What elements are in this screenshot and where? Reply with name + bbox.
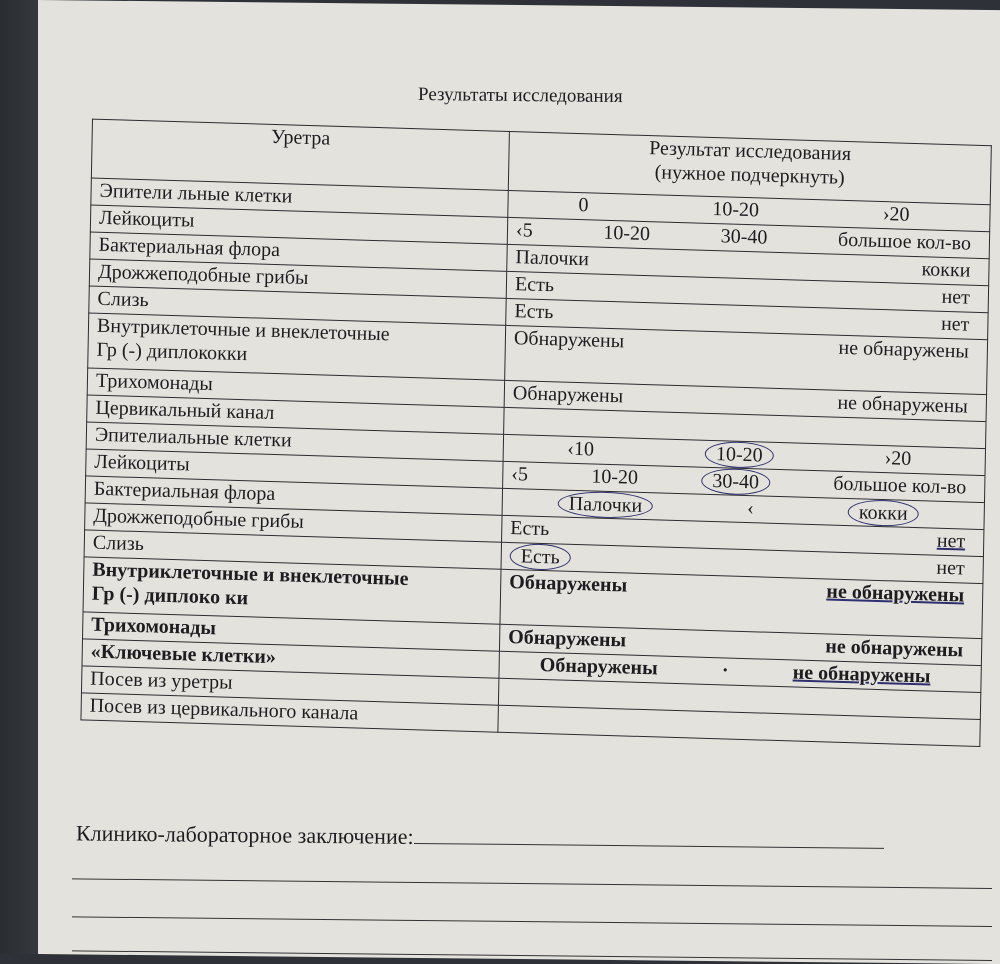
option: нет bbox=[940, 312, 970, 336]
row-label-text: Эпителиальные клетки bbox=[94, 423, 292, 452]
option: большое кол-во bbox=[833, 472, 967, 499]
option: нет bbox=[936, 556, 965, 580]
row-label: Посев из цервикального канала bbox=[81, 693, 498, 732]
option: ‹5 bbox=[515, 219, 533, 242]
option: не обнаружены bbox=[837, 391, 969, 418]
option: · bbox=[721, 659, 729, 682]
row-label: Посев из уретры bbox=[81, 666, 498, 705]
row-label-text: Внутриклеточные и внеклеточные bbox=[92, 558, 409, 591]
option: ›20 bbox=[882, 203, 910, 226]
row-label-text: Внутриклеточные и внеклеточные bbox=[96, 314, 390, 346]
option: 10-20 bbox=[603, 221, 651, 246]
document-title: Результаты исследования bbox=[418, 83, 623, 108]
option: нет bbox=[941, 285, 971, 309]
blank-line bbox=[72, 950, 992, 961]
option: большое кол-во bbox=[837, 228, 972, 255]
row-label-text: «Ключевые клетки» bbox=[90, 640, 277, 669]
row-label-text: Эпители льные клетки bbox=[99, 179, 293, 208]
blank-line bbox=[72, 916, 992, 927]
option: Обнаружены bbox=[539, 653, 658, 680]
option: Есть bbox=[510, 517, 550, 541]
option: ‹ bbox=[747, 497, 755, 520]
results-table bbox=[80, 119, 991, 747]
option: ‹5 bbox=[511, 463, 529, 486]
section-label: Цервикальный канал bbox=[87, 395, 504, 434]
option-marked: нет bbox=[936, 529, 966, 553]
row-label-text: Слизь bbox=[92, 531, 145, 556]
row-label-text: Лейкоциты bbox=[98, 206, 195, 232]
row-label-text: Бактериальная флора bbox=[98, 233, 281, 262]
row-label-text-2: Гр (-) диплоко ки bbox=[91, 582, 249, 610]
option-marked: не обнаружены bbox=[826, 580, 965, 607]
option-marked: Есть bbox=[510, 543, 571, 571]
option: Обнаружены bbox=[513, 327, 625, 353]
option: Есть bbox=[514, 300, 554, 324]
header-result-line1: Результат исследования bbox=[648, 137, 852, 166]
row-label-text: Трихомонады bbox=[91, 613, 217, 640]
row-label-text: Лейкоциты bbox=[94, 450, 190, 476]
row-label-text: Слизь bbox=[97, 287, 149, 312]
option-marked: 10-20 bbox=[705, 441, 774, 469]
blank-line bbox=[72, 878, 992, 889]
option: 10-20 bbox=[591, 465, 639, 489]
option: Обнаружены bbox=[507, 626, 627, 652]
option: Палочки bbox=[515, 246, 590, 271]
option-marked: кокки bbox=[848, 499, 919, 527]
option: не обнаружены bbox=[838, 336, 970, 363]
conclusion bbox=[76, 820, 996, 856]
option-marked: 30-40 bbox=[701, 468, 770, 496]
row-label-text-2: Гр (-) диплококки bbox=[96, 338, 248, 366]
paper-sheet bbox=[38, 0, 1000, 964]
conclusion-fill-line bbox=[414, 825, 884, 849]
option: кокки bbox=[921, 258, 971, 282]
row-label-text: Дрожжеподобные грибы bbox=[97, 260, 309, 290]
header-result-line2: (нужное подчеркнуть) bbox=[654, 161, 845, 189]
option: ‹10 bbox=[567, 437, 595, 461]
option: ›20 bbox=[884, 447, 912, 470]
option-marked: Палочки bbox=[558, 490, 654, 519]
row-label-text: Дрожжеподобные грибы bbox=[93, 504, 304, 533]
option: 10-20 bbox=[712, 197, 760, 222]
option: 0 bbox=[578, 194, 589, 217]
option: Есть bbox=[514, 273, 555, 297]
option: 30-40 bbox=[720, 225, 768, 249]
option: Обнаружены bbox=[512, 382, 624, 408]
option-marked: не обнаружены bbox=[792, 661, 931, 688]
row-label-text: Трихомонады bbox=[95, 369, 214, 396]
option: Обнаружены bbox=[509, 571, 628, 597]
header-urethra: Уретра bbox=[91, 119, 509, 190]
conclusion-label: Клинико-лабораторное заключение: bbox=[76, 820, 414, 849]
row-label-text: Бактериальная флора bbox=[93, 477, 276, 506]
option: не обнаружены bbox=[825, 635, 964, 662]
